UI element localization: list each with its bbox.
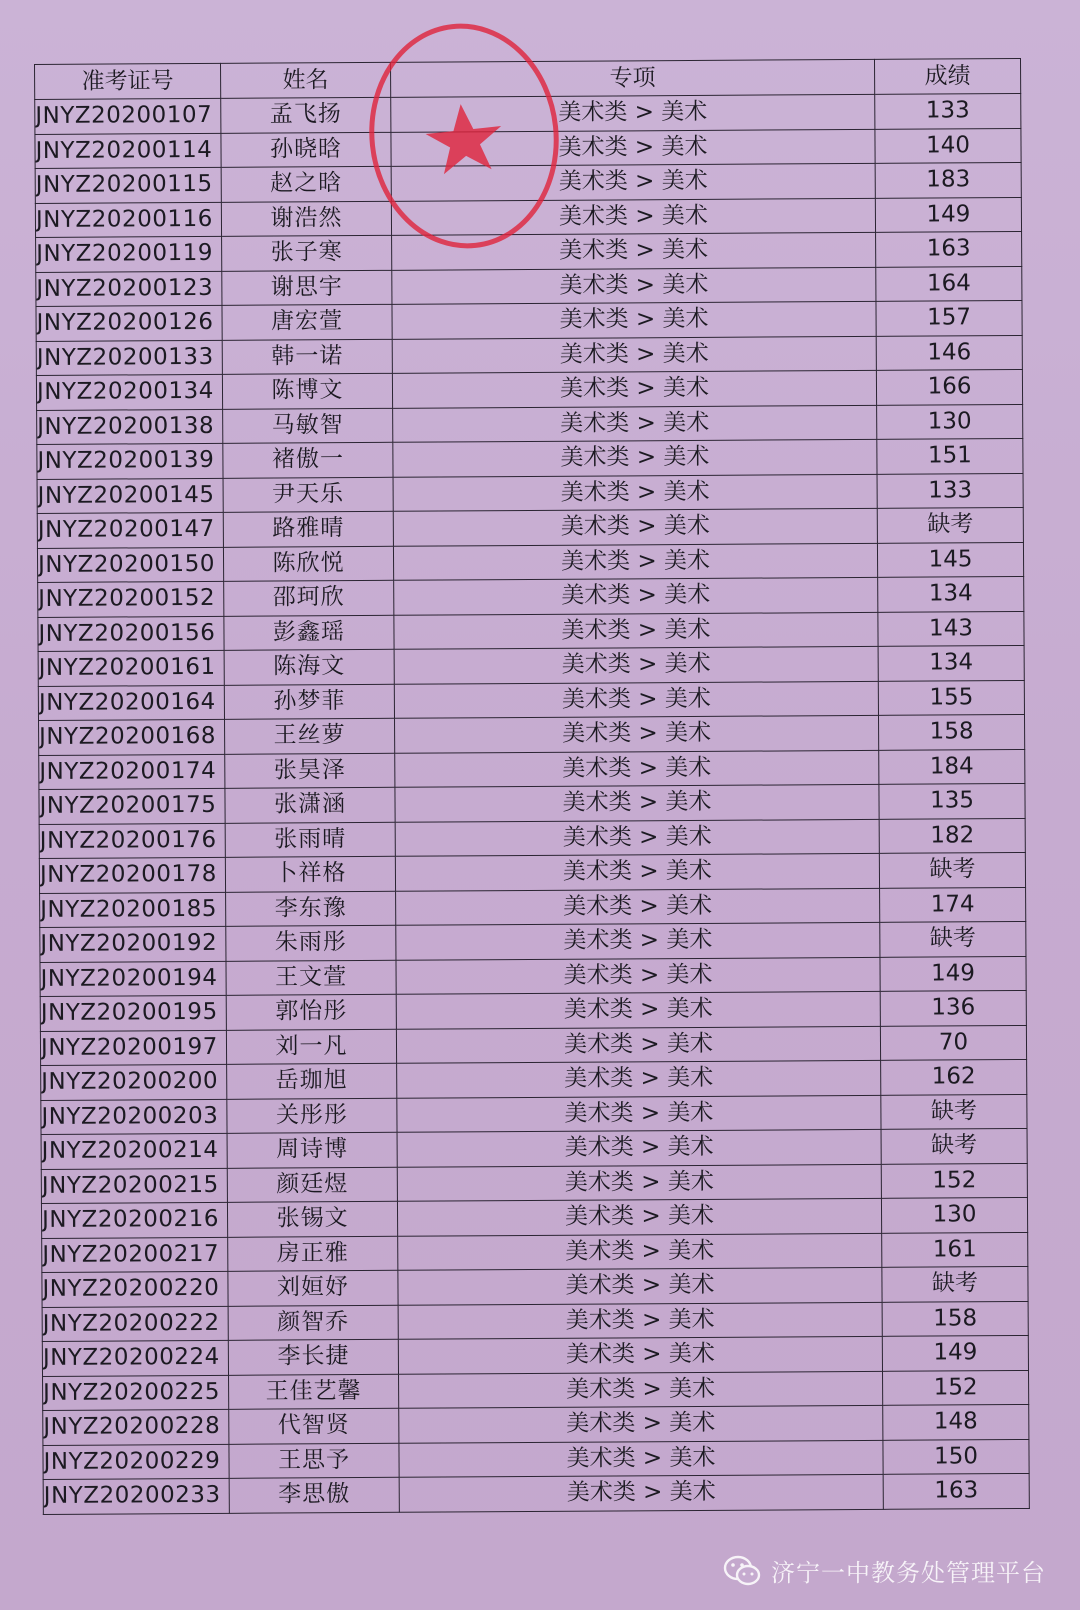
cell-major: 美术类 > 美术 xyxy=(395,784,879,821)
cell-major: 美术类 > 美术 xyxy=(397,1129,881,1166)
cell-exam-id: JNYZ20200224 xyxy=(42,1340,228,1376)
cell-exam-id: JNYZ20200194 xyxy=(40,961,226,997)
cell-exam-id: JNYZ20200225 xyxy=(43,1375,229,1411)
cell-score: 155 xyxy=(878,680,1024,715)
cell-score: 70 xyxy=(880,1025,1026,1060)
cell-name: 郭怡彤 xyxy=(226,994,396,1030)
cell-score: 133 xyxy=(875,93,1021,128)
cell-score: 缺考 xyxy=(882,1266,1028,1301)
cell-exam-id: JNYZ20200233 xyxy=(43,1478,229,1514)
cell-score: 184 xyxy=(879,749,1025,784)
cell-name: 陈海文 xyxy=(224,649,394,685)
cell-major: 美术类 > 美术 xyxy=(395,819,879,856)
cell-major: 美术类 > 美术 xyxy=(396,888,880,925)
cell-exam-id: JNYZ20200175 xyxy=(39,788,225,824)
footer-text: 济宁一中教务处管理平台 xyxy=(771,1559,1046,1587)
cell-exam-id: JNYZ20200178 xyxy=(39,857,225,893)
cell-name: 刘姮妤 xyxy=(228,1270,398,1306)
cell-exam-id: JNYZ20200192 xyxy=(40,926,226,962)
cell-exam-id: JNYZ20200150 xyxy=(37,547,223,583)
cell-exam-id: JNYZ20200200 xyxy=(41,1064,227,1100)
cell-score: 134 xyxy=(878,576,1024,611)
cell-major: 美术类 > 美术 xyxy=(392,232,876,269)
footer-watermark xyxy=(723,1553,1046,1588)
cell-major: 美术类 > 美术 xyxy=(392,336,876,373)
cell-name: 褚傲一 xyxy=(223,442,393,478)
cell-name: 卜祥格 xyxy=(225,856,395,892)
cell-score: 缺考 xyxy=(877,507,1023,542)
cell-name: 王丝萝 xyxy=(225,718,395,754)
cell-score: 133 xyxy=(877,473,1023,508)
cell-exam-id: JNYZ20200168 xyxy=(39,719,225,755)
cell-exam-id: JNYZ20200222 xyxy=(42,1306,228,1342)
cell-score: 缺考 xyxy=(881,1094,1027,1129)
cell-exam-id: JNYZ20200164 xyxy=(38,685,224,721)
cell-major: 美术类 > 美术 xyxy=(395,853,879,890)
cell-name: 王思予 xyxy=(229,1443,399,1479)
cell-name: 谢思宇 xyxy=(222,270,392,306)
cell-major: 美术类 > 美术 xyxy=(391,198,875,235)
cell-name: 路雅晴 xyxy=(223,511,393,547)
cell-major: 美术类 > 美术 xyxy=(397,1095,881,1132)
cell-score: 158 xyxy=(878,714,1024,749)
cell-major: 美术类 > 美术 xyxy=(399,1474,883,1511)
cell-name: 谢浩然 xyxy=(221,201,391,237)
table-body xyxy=(35,93,1030,1513)
cell-name: 朱雨彤 xyxy=(226,925,396,961)
cell-score: 148 xyxy=(883,1404,1029,1439)
cell-major: 美术类 > 美术 xyxy=(392,301,876,338)
cell-major: 美术类 > 美术 xyxy=(391,163,875,200)
cell-major: 美术类 > 美术 xyxy=(392,267,876,304)
cell-major: 美术类 > 美术 xyxy=(397,1164,881,1201)
cell-exam-id: JNYZ20200114 xyxy=(35,133,221,169)
cell-major: 美术类 > 美术 xyxy=(394,646,878,683)
cell-exam-id: JNYZ20200197 xyxy=(40,1030,226,1066)
cell-major: 美术类 > 美术 xyxy=(395,715,879,752)
cell-exam-id: JNYZ20200174 xyxy=(39,754,225,790)
cell-major: 美术类 > 美术 xyxy=(391,94,875,131)
wechat-icon xyxy=(723,1555,761,1587)
cell-major: 美术类 > 美术 xyxy=(396,991,880,1028)
cell-exam-id: JNYZ20200176 xyxy=(39,823,225,859)
cell-score: 151 xyxy=(877,438,1023,473)
cell-exam-id: JNYZ20200161 xyxy=(38,650,224,686)
cell-exam-id: JNYZ20200195 xyxy=(40,995,226,1031)
cell-major: 美术类 > 美术 xyxy=(393,543,877,580)
cell-name: 韩一诺 xyxy=(222,339,392,375)
cell-major: 美术类 > 美术 xyxy=(399,1371,883,1408)
cell-exam-id: JNYZ20200203 xyxy=(41,1099,227,1135)
cell-major: 美术类 > 美术 xyxy=(397,1060,881,1097)
cell-score: 158 xyxy=(882,1301,1028,1336)
cell-name: 张锡文 xyxy=(227,1201,397,1237)
cell-major: 美术类 > 美术 xyxy=(394,577,878,614)
cell-score: 缺考 xyxy=(881,1128,1027,1163)
cell-major: 美术类 > 美术 xyxy=(393,474,877,511)
cell-major: 美术类 > 美术 xyxy=(398,1302,882,1339)
cell-score: 182 xyxy=(879,818,1025,853)
cell-exam-id: JNYZ20200216 xyxy=(41,1202,227,1238)
cell-exam-id: JNYZ20200228 xyxy=(43,1409,229,1445)
cell-major: 美术类 > 美术 xyxy=(397,1198,881,1235)
cell-name: 彭鑫瑶 xyxy=(224,615,394,651)
cell-exam-id: JNYZ20200217 xyxy=(42,1237,228,1273)
cell-score: 174 xyxy=(880,887,1026,922)
cell-major: 美术类 > 美术 xyxy=(393,405,877,442)
cell-name: 马敏智 xyxy=(223,408,393,444)
cell-name: 张雨晴 xyxy=(225,822,395,858)
cell-name: 周诗博 xyxy=(227,1132,397,1168)
cell-score: 183 xyxy=(875,162,1021,197)
cell-score: 143 xyxy=(878,611,1024,646)
cell-name: 房正雅 xyxy=(228,1236,398,1272)
cell-exam-id: JNYZ20200123 xyxy=(36,271,222,307)
cell-name: 颜廷煜 xyxy=(227,1167,397,1203)
cell-name: 关彤彤 xyxy=(227,1098,397,1134)
cell-name: 岳珈旭 xyxy=(227,1063,397,1099)
cell-score: 140 xyxy=(875,128,1021,163)
cell-exam-id: JNYZ20200229 xyxy=(43,1444,229,1480)
cell-exam-id: JNYZ20200126 xyxy=(36,305,222,341)
cell-major: 美术类 > 美术 xyxy=(398,1233,882,1270)
cell-major: 美术类 > 美术 xyxy=(391,129,875,166)
cell-major: 美术类 > 美术 xyxy=(395,750,879,787)
cell-name: 孙梦菲 xyxy=(224,684,394,720)
cell-name: 王佳艺馨 xyxy=(229,1374,399,1410)
cell-major: 美术类 > 美术 xyxy=(396,1026,880,1063)
cell-name: 唐宏萱 xyxy=(222,304,392,340)
cell-major: 美术类 > 美术 xyxy=(392,370,876,407)
cell-major: 美术类 > 美术 xyxy=(399,1405,883,1442)
cell-score: 163 xyxy=(876,231,1022,266)
cell-major: 美术类 > 美术 xyxy=(394,681,878,718)
cell-name: 李思傲 xyxy=(229,1477,399,1513)
cell-score: 150 xyxy=(883,1439,1029,1474)
cell-exam-id: JNYZ20200215 xyxy=(41,1168,227,1204)
header-name: 姓名 xyxy=(220,62,390,98)
cell-score: 149 xyxy=(880,956,1026,991)
cell-exam-id: JNYZ20200115 xyxy=(35,167,221,203)
cell-score: 166 xyxy=(876,369,1022,404)
cell-exam-id: JNYZ20200134 xyxy=(36,374,222,410)
cell-major: 美术类 > 美术 xyxy=(399,1440,883,1477)
cell-exam-id: JNYZ20200147 xyxy=(37,512,223,548)
score-table xyxy=(34,58,1030,1515)
cell-name: 孟飞扬 xyxy=(221,97,391,133)
cell-name: 张子寒 xyxy=(222,235,392,271)
cell-score: 145 xyxy=(877,542,1023,577)
table-header-row xyxy=(35,58,1021,99)
cell-exam-id: JNYZ20200220 xyxy=(42,1271,228,1307)
cell-major: 美术类 > 美术 xyxy=(393,439,877,476)
header-score: 成绩 xyxy=(874,58,1020,94)
cell-name: 赵之晗 xyxy=(221,166,391,202)
cell-score: 149 xyxy=(882,1335,1028,1370)
table-row xyxy=(43,1473,1029,1514)
cell-name: 王文萱 xyxy=(226,960,396,996)
cell-score: 163 xyxy=(883,1473,1029,1508)
cell-exam-id: JNYZ20200133 xyxy=(36,340,222,376)
header-major: 专项 xyxy=(390,59,874,97)
cell-score: 146 xyxy=(876,335,1022,370)
cell-exam-id: JNYZ20200145 xyxy=(37,478,223,514)
cell-exam-id: JNYZ20200152 xyxy=(38,581,224,617)
cell-score: 162 xyxy=(881,1059,1027,1094)
cell-score: 157 xyxy=(876,300,1022,335)
cell-exam-id: JNYZ20200156 xyxy=(38,616,224,652)
cell-name: 刘一凡 xyxy=(226,1029,396,1065)
cell-major: 美术类 > 美术 xyxy=(394,612,878,649)
cell-score: 130 xyxy=(877,404,1023,439)
cell-major: 美术类 > 美术 xyxy=(398,1267,882,1304)
cell-major: 美术类 > 美术 xyxy=(393,508,877,545)
cell-score: 149 xyxy=(875,197,1021,232)
cell-name: 代智贤 xyxy=(229,1408,399,1444)
cell-name: 张昊泽 xyxy=(225,753,395,789)
cell-exam-id: JNYZ20200185 xyxy=(40,892,226,928)
cell-major: 美术类 > 美术 xyxy=(396,957,880,994)
cell-name: 张潇涵 xyxy=(225,787,395,823)
cell-score: 161 xyxy=(882,1232,1028,1267)
cell-score: 152 xyxy=(882,1370,1028,1405)
cell-score: 152 xyxy=(881,1163,1027,1198)
cell-score: 136 xyxy=(880,990,1026,1025)
cell-score: 164 xyxy=(876,266,1022,301)
cell-name: 陈欣悦 xyxy=(223,546,393,582)
cell-score: 130 xyxy=(881,1197,1027,1232)
cell-name: 陈博文 xyxy=(222,373,392,409)
cell-score: 缺考 xyxy=(880,921,1026,956)
header-exam-id: 准考证号 xyxy=(35,63,221,99)
cell-exam-id: JNYZ20200139 xyxy=(37,443,223,479)
cell-exam-id: JNYZ20200107 xyxy=(35,98,221,134)
cell-score: 缺考 xyxy=(879,852,1025,887)
cell-exam-id: JNYZ20200138 xyxy=(37,409,223,445)
cell-major: 美术类 > 美术 xyxy=(396,922,880,959)
cell-exam-id: JNYZ20200214 xyxy=(41,1133,227,1169)
cell-name: 邵珂欣 xyxy=(224,580,394,616)
cell-score: 135 xyxy=(879,783,1025,818)
cell-name: 孙晓晗 xyxy=(221,132,391,168)
cell-exam-id: JNYZ20200119 xyxy=(36,236,222,272)
cell-name: 尹天乐 xyxy=(223,477,393,513)
cell-name: 颜智乔 xyxy=(228,1305,398,1341)
cell-exam-id: JNYZ20200116 xyxy=(35,202,221,238)
cell-name: 李长捷 xyxy=(228,1339,398,1375)
cell-name: 李东豫 xyxy=(226,891,396,927)
cell-score: 134 xyxy=(878,645,1024,680)
cell-major: 美术类 > 美术 xyxy=(398,1336,882,1373)
